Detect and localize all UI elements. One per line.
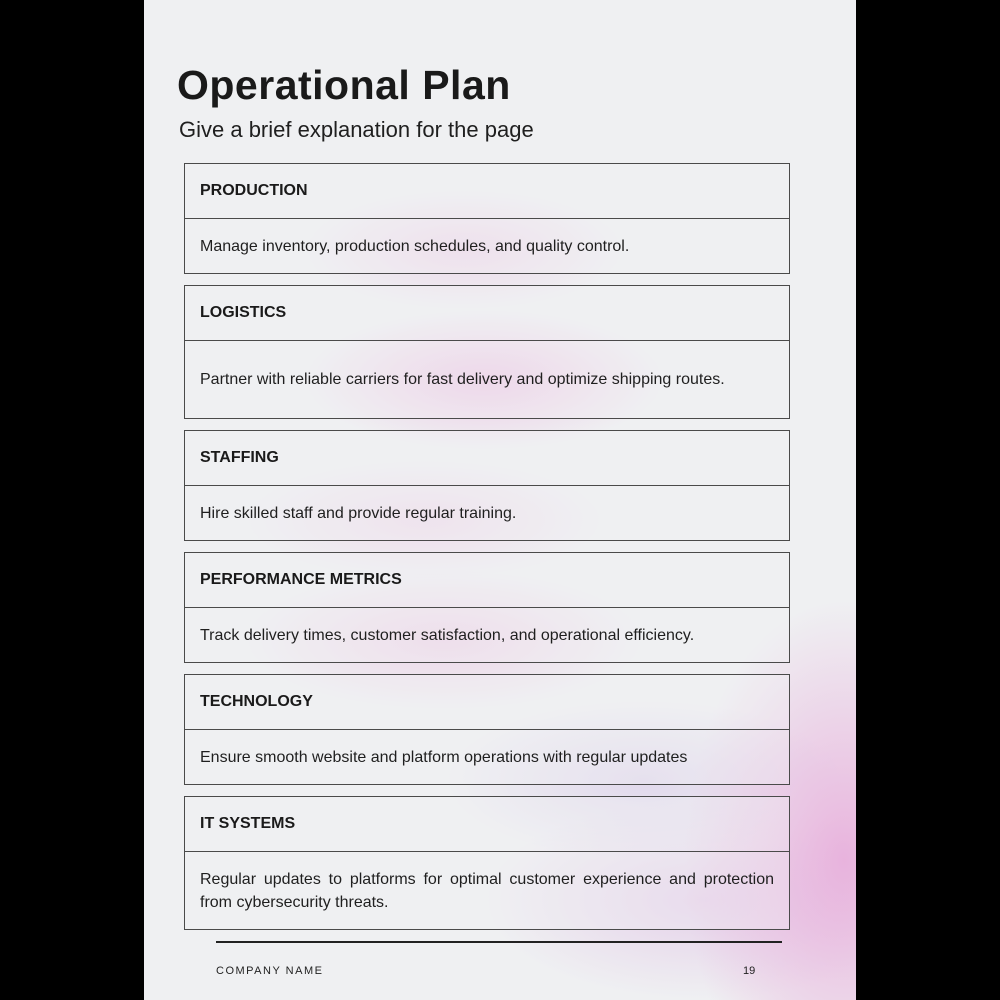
section-technology xyxy=(184,674,790,785)
section-heading: STAFFING xyxy=(185,431,789,486)
section-body xyxy=(185,608,789,662)
section-it-systems xyxy=(184,796,790,930)
page-number: 19 xyxy=(743,965,756,977)
section-heading: PERFORMANCE METRICS xyxy=(185,553,789,608)
section-body xyxy=(185,341,789,418)
section-logistics xyxy=(184,285,790,419)
section-text: Manage inventory, production schedules, and quality control. xyxy=(200,237,630,255)
section-body xyxy=(185,486,789,540)
section-performance-metrics xyxy=(184,552,790,663)
section-heading: IT SYSTEMS xyxy=(185,797,789,852)
page-subtitle: Give a brief explanation for the page xyxy=(179,117,534,142)
section-text: Track delivery times, customer satisfaction, and operational efficiency. xyxy=(200,626,695,644)
section-production xyxy=(184,163,790,274)
section-heading: TECHNOLOGY xyxy=(185,675,789,730)
section-text: Hire skilled staff and provide regular training. xyxy=(200,504,517,522)
section-body xyxy=(185,852,789,929)
section-body xyxy=(185,730,789,784)
section-body xyxy=(185,219,789,273)
footer-divider xyxy=(216,941,782,943)
section-staffing xyxy=(184,430,790,541)
section-heading: PRODUCTION xyxy=(185,164,789,219)
section-text: Regular updates to platforms for optimal customer experience and protection from cybersecurity threats. xyxy=(200,870,774,911)
section-heading: LOGISTICS xyxy=(185,286,789,341)
page-title: Operational Plan xyxy=(177,62,511,108)
footer-company-name: COMPANY NAME xyxy=(216,965,324,977)
section-text: Partner with reliable carriers for fast delivery and optimize shipping routes. xyxy=(200,371,725,388)
document-page xyxy=(144,0,856,1000)
section-text: Ensure smooth website and platform operations with regular updates xyxy=(200,748,688,766)
